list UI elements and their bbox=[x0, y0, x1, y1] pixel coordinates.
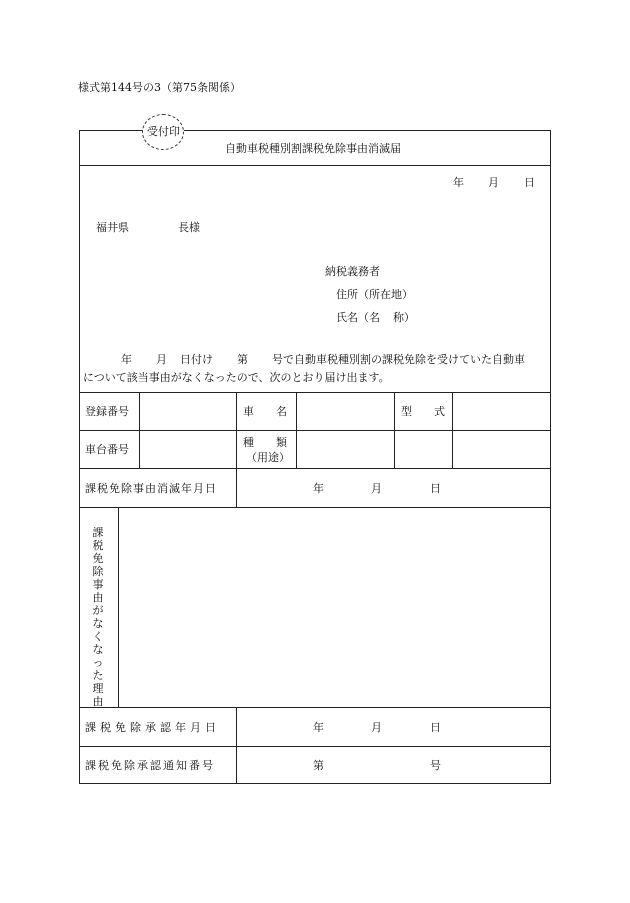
intro-year: 年 bbox=[121, 353, 132, 366]
divider-row5 bbox=[79, 746, 551, 747]
form-frame bbox=[79, 130, 551, 784]
vline-f bbox=[236, 468, 237, 507]
vline-d bbox=[394, 392, 395, 468]
label-approval-date: 課税免除承認年月日 bbox=[85, 721, 220, 734]
intro-day: 日付け bbox=[180, 353, 213, 366]
extinction-day: 日 bbox=[430, 482, 441, 495]
vline-b bbox=[236, 392, 237, 468]
divider-fields-top bbox=[79, 392, 551, 393]
divider-row1 bbox=[79, 430, 551, 431]
intro-rest: 号で自動車税種別割の課税免除を受けていた自動車 bbox=[272, 353, 525, 366]
stamp-label: 受付印 bbox=[147, 125, 180, 138]
approval-year: 年 bbox=[313, 721, 324, 734]
extinction-month: 月 bbox=[371, 482, 382, 495]
divider-title bbox=[79, 165, 551, 166]
label-model: 型 式 bbox=[401, 405, 445, 418]
label-extinction-date: 課税免除事由消滅年月日 bbox=[85, 482, 217, 495]
form-title: 自動車税種別割課税免除事由消滅届 bbox=[225, 142, 401, 155]
label-registration-no: 登録番号 bbox=[85, 405, 129, 418]
vline-e bbox=[452, 392, 453, 468]
notice-dai: 第 bbox=[313, 759, 324, 772]
vline-h bbox=[236, 707, 237, 784]
approval-day: 日 bbox=[430, 721, 441, 734]
addressee-pref: 福井県 bbox=[96, 221, 129, 234]
approval-month: 月 bbox=[371, 721, 382, 734]
label-chassis-no: 車台番号 bbox=[85, 443, 129, 456]
label-vehicle-name: 車 名 bbox=[243, 405, 287, 418]
taxpayer-label: 納税義務者 bbox=[325, 265, 380, 278]
date-month: 月 bbox=[488, 176, 499, 189]
label-approval-notice-no: 課税免除承認通知番号 bbox=[85, 759, 215, 772]
form-number: 様式第144号の3（第75条関係） bbox=[78, 81, 241, 94]
intro-line2: について該当事由がなくなったので、次のとおり届け出ます。 bbox=[83, 371, 390, 384]
date-day: 日 bbox=[524, 176, 535, 189]
vline-c bbox=[296, 392, 297, 468]
divider-row3 bbox=[79, 507, 551, 508]
addressee-chief: 長様 bbox=[178, 221, 200, 234]
label-reason: 課 税 免 除 事 由 が な く な っ た 理 由 bbox=[92, 526, 104, 708]
extinction-year: 年 bbox=[313, 482, 324, 495]
label-kind-use: （用途） bbox=[246, 451, 290, 464]
vline-a bbox=[139, 392, 140, 468]
date-year: 年 bbox=[453, 176, 464, 189]
intro-month: 月 bbox=[156, 353, 167, 366]
taxpayer-name-b: 称） bbox=[393, 311, 415, 324]
taxpayer-name-a: 氏名（名 bbox=[336, 311, 380, 324]
taxpayer-address: 住所（所在地） bbox=[336, 288, 413, 301]
intro-dai: 第 bbox=[237, 353, 248, 366]
notice-go: 号 bbox=[430, 759, 441, 772]
vline-g bbox=[118, 507, 119, 707]
divider-row4 bbox=[79, 707, 551, 708]
label-kind: 種 類 bbox=[243, 436, 287, 449]
divider-row2 bbox=[79, 468, 551, 469]
